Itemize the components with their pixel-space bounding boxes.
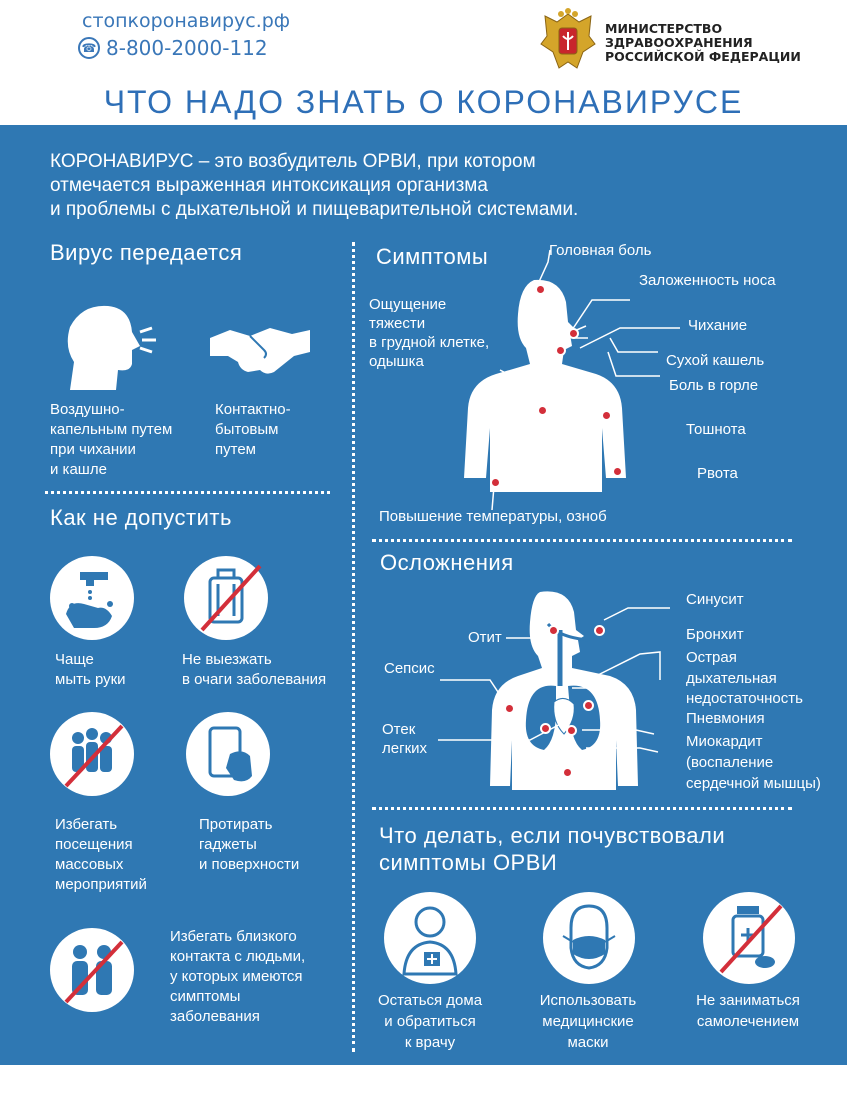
throat-dot — [555, 345, 566, 356]
myocarditis-dot — [566, 725, 577, 736]
chest-line-4: одышка — [369, 353, 424, 370]
sinusitis-dot — [594, 625, 605, 636]
pills-crossed-icon — [703, 892, 795, 984]
symptom-nausea: Тошнота — [686, 421, 746, 438]
ministry-line-1: МИНИСТЕРСТВО — [605, 21, 723, 36]
no-contact-circle — [50, 928, 134, 1012]
mask-circle — [543, 892, 635, 984]
ministry-line-3: РОССИЙСКОЙ ФЕДЕРАЦИИ — [605, 49, 801, 64]
mask-icon — [543, 892, 635, 984]
crowds-label — [55, 815, 147, 895]
avoid-contact-line-5: заболевания — [170, 1008, 260, 1025]
symptom-cough: Сухой кашель — [666, 352, 765, 369]
page-title: ЧТО НАДО ЗНАТЬ О КОРОНАВИРУСЕ — [103, 84, 744, 120]
wipe-line-1: Протирать — [199, 816, 273, 833]
self-treatment-label — [684, 990, 812, 1032]
symptom-headache: Головная боль — [549, 242, 652, 259]
doctor-line-2: и обратиться — [384, 1013, 476, 1030]
complication-sepsis: Сепсис — [384, 660, 435, 677]
doctor-line-1: Остаться дома — [377, 992, 483, 1009]
avoid-contact-label — [170, 927, 305, 1027]
complication-bronchitis: Бронхит — [686, 626, 744, 643]
coat-of-arms-icon — [537, 8, 599, 76]
symptom-throat: Боль в горле — [669, 377, 759, 394]
contact-line-3: путем — [215, 441, 256, 458]
contact-label — [215, 400, 291, 460]
wash-line-2: мыть руки — [55, 671, 126, 688]
handshake-icon — [208, 320, 312, 376]
symptom-chest — [369, 295, 489, 371]
respiratory-line-2: дыхательная — [686, 669, 777, 687]
contact-line-2: бытовым — [215, 421, 279, 438]
symptom-nose: Заложенность носа — [639, 272, 776, 289]
complication-otitis: Отит — [468, 629, 502, 646]
doctor-circle — [384, 892, 476, 984]
no-self-treatment-circle — [703, 892, 795, 984]
edema-dot — [540, 723, 551, 734]
sepsis-dot — [504, 703, 515, 714]
travel-line-1: Не выезжать — [182, 651, 272, 668]
mask-label — [526, 990, 650, 1053]
chest-line-1: Ощущение — [369, 296, 447, 313]
nose-dot — [568, 328, 579, 339]
no-crowds-circle — [50, 712, 134, 796]
complication-myocarditis — [686, 731, 821, 794]
actions-title-line-1: Что делать, если почувствовали — [379, 823, 726, 848]
doctor-icon — [384, 892, 476, 984]
airborne-line-3: при чихании — [50, 441, 136, 458]
chest-dot — [537, 405, 548, 416]
avoid-contact-line-4: симптомы — [170, 988, 241, 1005]
people-crossed-icon — [50, 928, 134, 1012]
respiratory-line-3: недостаточность — [686, 690, 803, 707]
contact-line-1: Контактно- — [215, 401, 291, 418]
travel-label — [182, 650, 326, 690]
site-url[interactable]: стопкоронавирус.рф — [82, 10, 291, 32]
mask-line-1: Использовать — [539, 992, 637, 1009]
avoid-contact-line-1: Избегать близкого — [170, 928, 297, 945]
crowds-line-2: посещения — [55, 836, 133, 853]
symptom-vomit: Рвота — [697, 465, 738, 482]
doctor-label — [370, 990, 490, 1053]
wipe-label — [199, 815, 299, 875]
symptom-fever: Повышение температуры, озноб — [379, 508, 607, 525]
chest-line-3: в грудной клетке, — [369, 334, 490, 351]
avoid-contact-line-2: контакта с людьми, — [170, 948, 306, 965]
myocarditis-line-1: Миокардит — [686, 733, 763, 750]
phone-icon: ☎ — [78, 37, 100, 59]
otitis-dot — [548, 625, 559, 636]
myocarditis-line-3: сердечной мышцы) — [686, 775, 821, 792]
edema-line-1: Отек — [382, 721, 416, 738]
divider-left — [45, 491, 330, 494]
intro-line-3: и проблемы с дыхательной и пищеварительной системами. — [50, 199, 579, 220]
wash-hands-circle — [50, 556, 134, 640]
airborne-label — [50, 400, 172, 480]
vomit-dot — [612, 466, 623, 477]
ministry-line-2: ЗДРАВООХРАНЕНИЯ — [605, 35, 753, 50]
headache-dot — [535, 284, 546, 295]
airborne-line-1: Воздушно- — [50, 401, 125, 418]
wipe-gadgets-circle — [186, 712, 270, 796]
mask-line-2: медицинские — [542, 1013, 634, 1030]
sneezing-head-icon — [60, 302, 160, 392]
hotline-number: 8-800-2000-112 — [106, 36, 268, 60]
respiratory-line-1: Острая — [686, 649, 737, 666]
hotline[interactable] — [78, 36, 268, 60]
doctor-line-3: к врачу — [404, 1034, 456, 1051]
intro-line-1: КОРОНАВИРУС – это возбудитель ОРВИ, при котором — [50, 151, 536, 172]
bronchitis-dot — [583, 700, 594, 711]
wipe-line-3: и поверхности — [199, 856, 300, 873]
airborne-line-2: капельным путем — [50, 421, 173, 438]
symptom-sneeze: Чихание — [688, 317, 748, 334]
pneumonia-dot — [562, 767, 573, 778]
crowds-line-1: Избегать — [55, 816, 118, 833]
no-travel-circle — [184, 556, 268, 640]
wash-line-1: Чаще — [55, 651, 94, 668]
vertical-divider — [352, 242, 355, 1052]
self-line-2: самолечением — [696, 1013, 800, 1030]
suitcase-crossed-icon — [184, 556, 268, 640]
wash-label — [55, 650, 126, 690]
transmission-title: Вирус передается — [50, 240, 243, 265]
divider-right-1 — [372, 539, 792, 542]
intro-line-2: отмечается выраженная интоксикация организма — [50, 175, 488, 196]
prevention-title: Как не допустить — [50, 505, 232, 530]
actions-title — [379, 822, 725, 876]
complications-title: Осложнения — [380, 550, 514, 575]
crowd-crossed-icon — [50, 712, 134, 796]
ministry-name — [605, 22, 801, 64]
symptoms-title: Симптомы — [376, 244, 489, 269]
wash-hands-icon — [50, 556, 134, 640]
avoid-contact-line-3: у которых имеются — [170, 968, 303, 985]
travel-line-2: в очаги заболевания — [182, 671, 327, 688]
self-line-1: Не заниматься — [696, 992, 800, 1009]
crowds-line-4: мероприятий — [55, 876, 147, 893]
divider-right-2 — [372, 807, 792, 810]
mask-line-3: маски — [567, 1034, 609, 1051]
edema-line-2: легких — [382, 740, 428, 757]
myocarditis-line-2: (воспаление — [686, 754, 774, 771]
intro-text — [50, 150, 578, 222]
chest-line-2: тяжести — [369, 315, 426, 332]
complication-edema — [382, 720, 427, 758]
actions-title-line-2: симптомы ОРВИ — [379, 850, 558, 875]
airborne-line-4: и кашле — [50, 461, 107, 478]
wipe-line-2: гаджеты — [199, 836, 257, 853]
crowds-line-3: массовых — [55, 856, 124, 873]
complication-respiratory — [686, 648, 803, 710]
nausea-dot — [601, 410, 612, 421]
fever-dot — [490, 477, 501, 488]
wipe-phone-icon — [186, 712, 270, 796]
complication-pneumonia: Пневмония — [686, 710, 765, 727]
complication-sinusitis: Синусит — [686, 591, 744, 608]
